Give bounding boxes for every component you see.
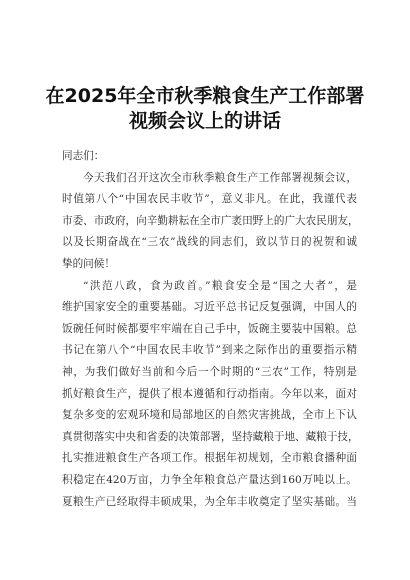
paragraph-line: 今天我们召开这次全市秋季粮食生产工作部署视频会议，	[83, 171, 357, 184]
paragraph-line: 市委、市政府，向辛勤耕耘在全市广袤田野上的广大农民朋友，	[62, 214, 359, 227]
paragraph-line: 饭碗任何时候都要牢牢端在自己手中，饭碗主要装中国粮。总	[62, 322, 357, 335]
salutation: 同志们：	[62, 150, 105, 162]
document-title-line-1: 在2025年全市秋季粮食生产工作部署	[45, 85, 365, 107]
paragraph-1	[62, 168, 357, 276]
paragraph-line: 扎实推进粮食生产各项工作。根据年初规划，全市粮食播种面	[62, 452, 357, 465]
paragraph-line: 神，为我们做好当前和今后一个时期的“三农”工作，特别是	[62, 365, 357, 378]
paragraph-line: 夏粮生产已经取得丰硕成果，为全年丰收奠定了坚实基础。当	[62, 495, 357, 508]
paragraph-line: 书记在第八个“中国农民丰收节”到来之际作出的重要指示精	[62, 344, 357, 357]
paragraph-line: 时值第八个“中国农民丰收节”，意义非凡。在此，我谨代表	[62, 193, 357, 206]
paragraph-line: “洪范八政，食为政首。”粮食安全是“国之大者”，是	[83, 279, 357, 292]
document-title-line-2: 视频会议上的讲话	[128, 110, 281, 132]
paragraph-line: 以及长期奋战在“三农”战线的同志们，致以节日的祝贺和诚	[62, 236, 357, 249]
paragraph-line: 复杂多变的宏观环境和局部地区的自然灾害挑战，全市上下认	[62, 409, 357, 422]
paragraph-line: 抓好粮食生产，提供了根本遵循和行动指南。今年以来，面对	[62, 387, 357, 400]
paragraph-line: 真贯彻落实中央和省委的决策部署，坚持藏粮于地、藏粮于技，	[62, 430, 359, 443]
paragraph-line: 挚的问候！	[62, 257, 115, 270]
paragraph-2	[62, 276, 357, 514]
paragraph-line: 积稳定在420万亩，力争全年粮食总产量达到160万吨以上。	[62, 473, 357, 486]
document-body	[62, 146, 357, 513]
paragraph-line: 维护国家安全的重要基础。习近平总书记反复强调，中国人的	[62, 301, 357, 314]
